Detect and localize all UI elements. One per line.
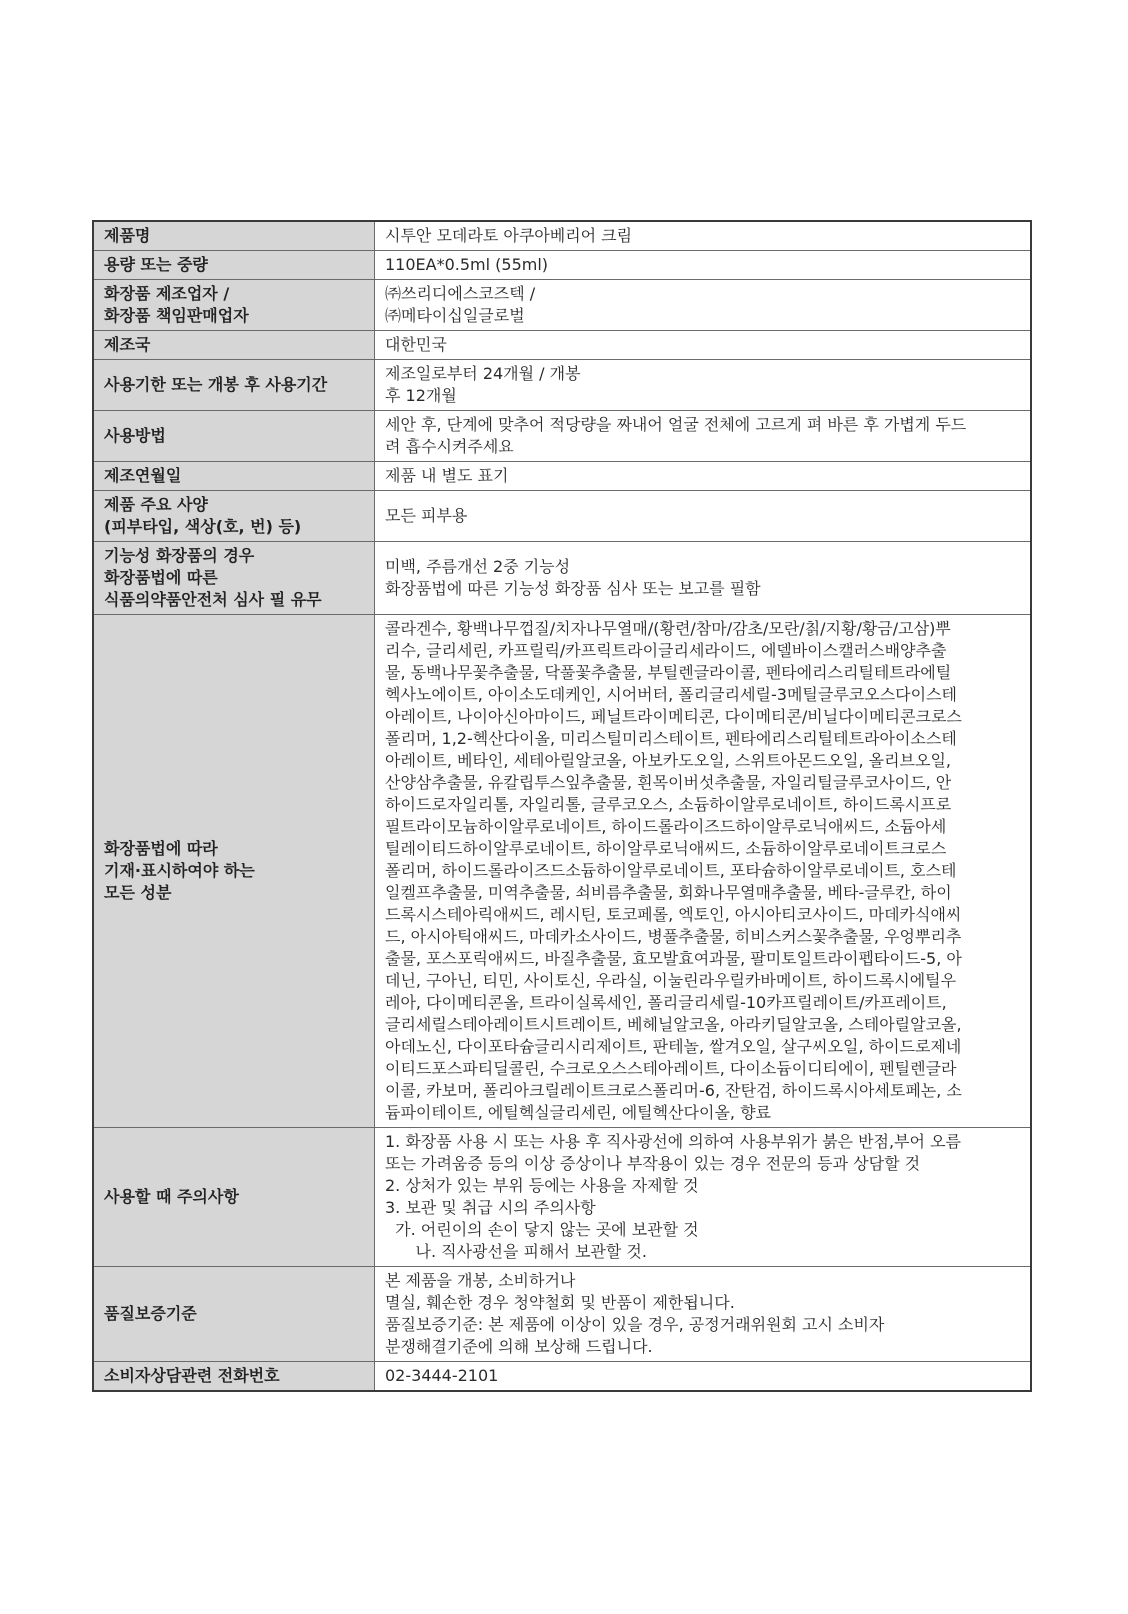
row-value-country: 대한민국 (375, 331, 1032, 360)
table-row (93, 221, 1031, 251)
row-label-expiry: 사용기한 또는 개봉 후 사용기간 (93, 360, 375, 411)
row-value-expiry: 제조일로부터 24개월 / 개봉 후 12개월 (375, 360, 1032, 411)
row-label-quality: 품질보증기준 (93, 1267, 375, 1362)
table-row (93, 1267, 1031, 1362)
row-value-manufacture-date: 제품 내 별도 표기 (375, 462, 1032, 491)
table-row (93, 615, 1031, 1128)
table-row (93, 280, 1031, 331)
table-row (93, 251, 1031, 280)
row-label-product-name: 제품명 (93, 221, 375, 251)
table-row (93, 331, 1031, 360)
row-label-capacity: 용량 또는 중량 (93, 251, 375, 280)
row-label-functional: 기능성 화장품의 경우 화장품법에 따른 식품의약품안전처 심사 필 유무 (93, 542, 375, 615)
table-row (93, 462, 1031, 491)
row-value-phone: 02-3444-2101 (375, 1362, 1032, 1392)
row-value-usage: 세안 후, 단계에 맞추어 적당량을 짜내어 얼굴 전체에 고르게 펴 바른 후 가볍게 두드 려 흡수시켜주세요 (375, 411, 1032, 462)
table-row (93, 360, 1031, 411)
row-label-phone: 소비자상담관련 전화번호 (93, 1362, 375, 1392)
row-label-manufacturer: 화장품 제조업자 / 화장품 책임판매업자 (93, 280, 375, 331)
row-label-country: 제조국 (93, 331, 375, 360)
table-row (93, 411, 1031, 462)
row-value-quality: 본 제품을 개봉, 소비하거나 멸실, 훼손한 경우 청약철회 및 반품이 제한됩니다. 품질보증기준: 본 제품에 이상이 있을 경우, 공정거래위원회 고시 소비자 분쟁해결기준에 의해 보상해 드립니다. (375, 1267, 1032, 1362)
row-value-spec: 모든 피부용 (375, 491, 1032, 542)
product-info-sheet (92, 220, 1032, 1392)
table-row (93, 1128, 1031, 1267)
product-info-table (92, 220, 1032, 1392)
row-label-spec: 제품 주요 사양 (피부타입, 색상(호, 번) 등) (93, 491, 375, 542)
row-value-manufacturer: ㈜쓰리디에스코즈텍 / ㈜메타이십일글로벌 (375, 280, 1032, 331)
row-value-functional: 미백, 주름개선 2중 기능성 화장품법에 따른 기능성 화장품 심사 또는 보고를 필함 (375, 542, 1032, 615)
table-row (93, 491, 1031, 542)
row-label-ingredients: 화장품법에 따라 기재·표시하여야 하는 모든 성분 (93, 615, 375, 1128)
row-label-manufacture-date: 제조연월일 (93, 462, 375, 491)
row-value-precautions: 1. 화장품 사용 시 또는 사용 후 직사광선에 의하여 사용부위가 붉은 반점,부어 오름 또는 가려움증 등의 이상 증상이나 부작용이 있는 경우 전문의 등과 상담할 것 2. 상처가 있는 부위 등에는 사용을 자제할 것 3. 보관 및 취급 시의 주의사항 가. 어린이의 손이 닿지 않는 곳에 보관할 것 나. 직사광선을 피해서 보관할 것. (375, 1128, 1032, 1267)
row-label-usage: 사용방법 (93, 411, 375, 462)
row-value-capacity: 110EA*0.5ml (55ml) (375, 251, 1032, 280)
row-value-product-name: 시투안 모데라토 아쿠아베리어 크림 (375, 221, 1032, 251)
row-value-ingredients: 콜라겐수, 황백나무껍질/치자나무열매/(황련/참마/감초/모란/칡/지황/황금/고삼)뿌 리수, 글리세린, 카프릴릭/카프릭트라이글리세라이드, 에델바이스캘러스배양추출 물, 동백나무꽃추출물, 닥풀꽃추출물, 부틸렌글라이콜, 펜타에리스리틸테트라에틸 헥사노에이트, 아이소도데케인, 시어버터, 폴리글리세릴-3메틸글루코오스다이스테 아레이트, 나이아신아마이드, 페닐트라이메티콘, 다이메티콘/비닐다이메티콘크로스 폴리머, 1,2-헥산다이올, 미리스틸미리스테이트, 펜타에리스리틸테트라아이소스테 아레이트, 베타인, 세테아릴알코올, 아보카도오일, 스위트아몬드오일, 올리브오일, 산양삼추출물, 유칼립투스잎추출물, 흰목이버섯추출물, 자일리틸글루코사이드, 안 하이드로자일리톨, 자일리톨, 글루코오스, 소듐하이알루로네이트, 하이드록시프로 필트라이모늄하이알루로네이트, 하이드롤라이즈드하이알루로닉애씨드, 소듐아세 틸레이티드하이알루로네이트, 하이알루로닉애씨드, 소듐하이알루로네이트크로스 폴리머, 하이드롤라이즈드소듐하이알루로네이트, 포타슘하이알루로네이트, 호스테 일켈프추출물, 미역추출물, 쇠비름추출물, 회화나무열매추출물, 베타-글루칸, 하이 드록시스테아릭애씨드, 레시틴, 토코페롤, 엑토인, 아시아티코사이드, 마데카식애씨 드, 아시아틱애씨드, 마데카소사이드, 병풀추출물, 히비스커스꽃추출물, 우엉뿌리추 출물, 포스포릭애씨드, 바질추출물, 효모발효여과물, 팔미토일트라이펩타이드-5, 아 데닌, 구아닌, 티민, 사이토신, 우라실, 이눌린라우릴카바메이트, 하이드록시에틸우 레아, 다이메티콘올, 트라이실록세인, 폴리글리세릴-10카프릴레이트/카프레이트, 글리세릴스테아레이트시트레이트, 베헤닐알코올, 아라키딜알코올, 스테아릴알코올, 아데노신, 다이포타슘글리시리제이트, 판테놀, 쌀겨오일, 살구씨오일, 하이드로제네 이티드포스파티딜콜린, 수크로오스스테아레이트, 다이소듐이디티에이, 펜틸렌글라 이콜, 카보머, 폴리아크릴레이트크로스폴리머-6, 잔탄검, 하이드록시아세토페논, 소 듐파이테이트, 에틸헥실글리세린, 에틸헥산다이올, 향료 (375, 615, 1032, 1128)
row-label-precautions: 사용할 때 주의사항 (93, 1128, 375, 1267)
table-row (93, 1362, 1031, 1392)
table-row (93, 542, 1031, 615)
